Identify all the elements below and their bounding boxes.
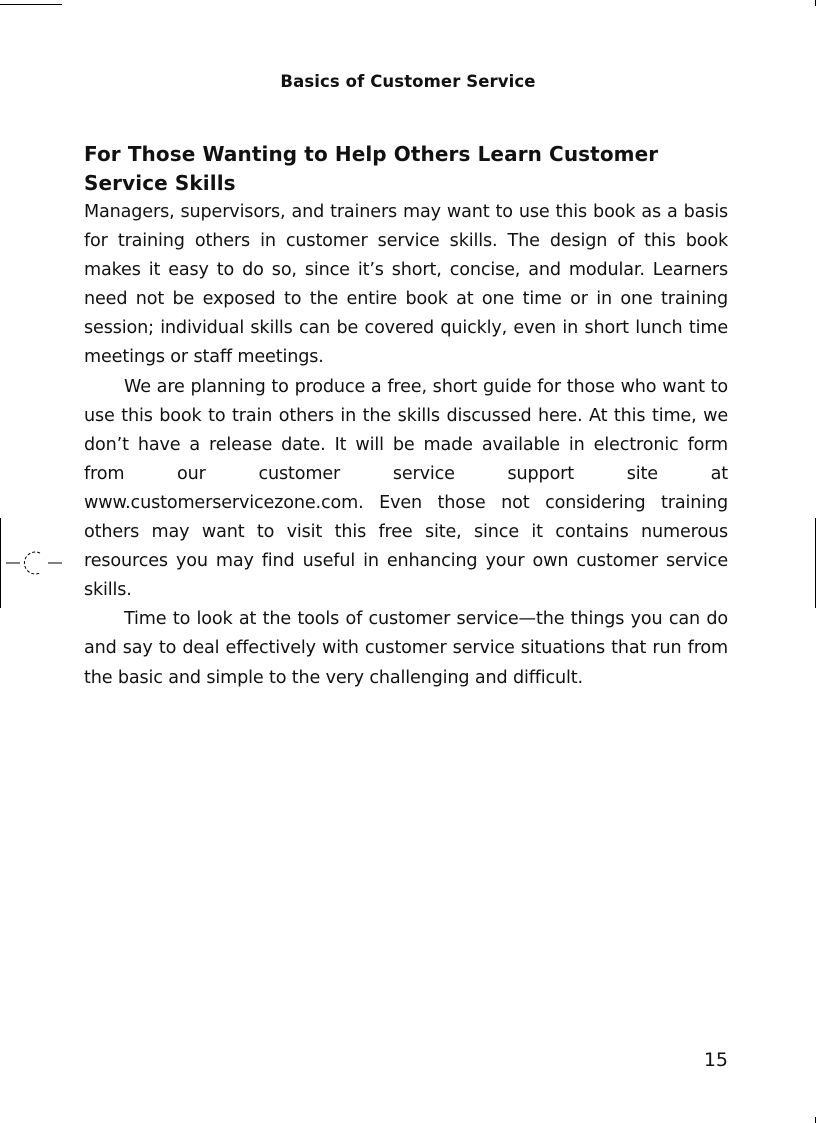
section-heading: For Those Wanting to Help Others Learn Customer Service Skills (84, 142, 659, 195)
paragraph-2: We are planning to produce a free, short guide for those who want to use this book to train others in the skills discussed here. At this time, we don’t have a release date. It will be made available in electronic form from our customer service support site at www.customerservicezone.com. Even those not considering training others may want to visit this free site, since it contains numerous resources you may find useful in enhancing your own customer service skills. (84, 376, 728, 601)
page-content (84, 140, 728, 693)
crop-mark-top-left (0, 4, 62, 5)
registration-mark-icon (6, 548, 64, 578)
running-head: Basics of Customer Service (280, 72, 536, 91)
page-number: 15 (703, 1049, 728, 1071)
paragraph-1: Managers, supervisors, and trainers may want to use this book as a basis for training others in customer service skills. The design of this book makes it easy to do so, since it’s short, concise, and modular. Learners need not be exposed to the entire book at one time or in one training session; individual skills can be covered quickly, even in short lunch time meetings or staff meetings. (84, 202, 728, 368)
paragraph-3: Time to look at the tools of customer service—the things you can do and say to deal effectively with customer service situations that run from the basic and simple to the very challenging and difficult. (84, 609, 728, 688)
crop-mark-left (0, 518, 1, 608)
